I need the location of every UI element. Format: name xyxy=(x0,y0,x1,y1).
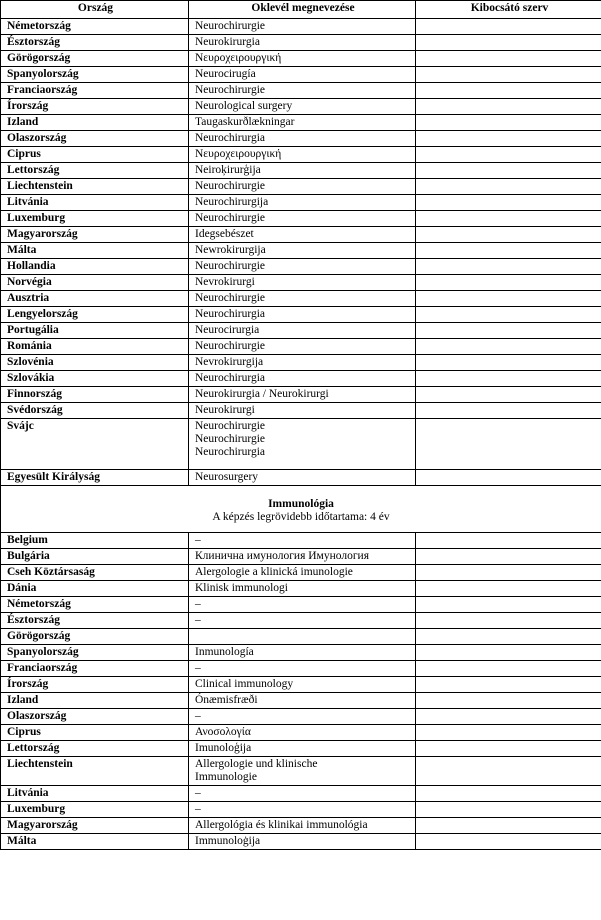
issuing-body-cell xyxy=(416,549,601,565)
country-cell: Lettország xyxy=(1,163,189,179)
qualification-cell: Newrokirurgija xyxy=(189,243,416,259)
issuing-body-cell xyxy=(416,83,601,99)
table-row xyxy=(1,645,601,661)
country-cell: Ciprus xyxy=(1,147,189,163)
table-row xyxy=(1,597,601,613)
country-cell: Szlovénia xyxy=(1,355,189,371)
country-cell: Litvánia xyxy=(1,195,189,211)
table-row xyxy=(1,613,601,629)
issuing-body-cell xyxy=(416,323,601,339)
country-cell: Olaszország xyxy=(1,709,189,725)
table-row xyxy=(1,834,601,850)
table-row xyxy=(1,709,601,725)
issuing-body-cell xyxy=(416,581,601,597)
country-cell: Románia xyxy=(1,339,189,355)
section-heading-cell xyxy=(1,486,601,533)
issuing-body-cell xyxy=(416,533,601,549)
country-cell: Norvégia xyxy=(1,275,189,291)
qualification-cell: Allergológia és klinikai immunológia xyxy=(189,818,416,834)
table-row xyxy=(1,661,601,677)
qualification-cell: Neurological surgery xyxy=(189,99,416,115)
issuing-body-cell xyxy=(416,163,601,179)
qualification-cell: Neurokirurgia / Neurokirurgi xyxy=(189,387,416,403)
table-row xyxy=(1,419,601,470)
issuing-body-cell xyxy=(416,243,601,259)
country-cell: Ciprus xyxy=(1,725,189,741)
issuing-body-cell xyxy=(416,195,601,211)
header-qualification: Oklevél megnevezése xyxy=(189,1,416,19)
issuing-body-cell xyxy=(416,629,601,645)
country-cell: Írország xyxy=(1,677,189,693)
country-cell: Magyarország xyxy=(1,818,189,834)
table-row xyxy=(1,403,601,419)
issuing-body-cell xyxy=(416,355,601,371)
qualification-cell: Alergologie a klinická imunologie xyxy=(189,565,416,581)
table-row xyxy=(1,533,601,549)
qualification-cell: – xyxy=(189,802,416,818)
issuing-body-cell xyxy=(416,387,601,403)
section-row xyxy=(1,486,601,533)
qualification-cell: Клинична имунология Имунология xyxy=(189,549,416,565)
table-row xyxy=(1,323,601,339)
issuing-body-cell xyxy=(416,709,601,725)
table-row xyxy=(1,786,601,802)
country-cell: Németország xyxy=(1,19,189,35)
section-title: Immunológia xyxy=(268,498,334,510)
issuing-body-cell xyxy=(416,725,601,741)
table-row xyxy=(1,163,601,179)
qualification-cell: – xyxy=(189,786,416,802)
issuing-body-cell xyxy=(416,275,601,291)
issuing-body-cell xyxy=(416,565,601,581)
country-cell: Belgium xyxy=(1,533,189,549)
country-cell: Németország xyxy=(1,597,189,613)
immunology-rows-continued xyxy=(1,786,601,850)
qualification-cell: Neurosurgery xyxy=(189,470,416,486)
qualification-cell: – xyxy=(189,597,416,613)
country-cell: Észtország xyxy=(1,35,189,51)
issuing-body-cell xyxy=(416,291,601,307)
header-row xyxy=(1,1,601,19)
country-cell: Magyarország xyxy=(1,227,189,243)
country-cell: Cseh Köztársaság xyxy=(1,565,189,581)
country-cell: Málta xyxy=(1,243,189,259)
country-cell: Franciaország xyxy=(1,83,189,99)
table-row xyxy=(1,565,601,581)
qualification-cell: Neurochirurgija xyxy=(189,195,416,211)
qualification-cell: Neurochirurgia xyxy=(189,307,416,323)
country-cell: Dánia xyxy=(1,581,189,597)
qualification-cell: Neurocirugía xyxy=(189,67,416,83)
country-cell: Észtország xyxy=(1,613,189,629)
country-cell: Görögország xyxy=(1,629,189,645)
qualification-cell: Neurochirurgie xyxy=(189,83,416,99)
country-cell: Ausztria xyxy=(1,291,189,307)
issuing-body-cell xyxy=(416,147,601,163)
issuing-body-cell xyxy=(416,211,601,227)
issuing-body-cell xyxy=(416,99,601,115)
table-row xyxy=(1,211,601,227)
qualification-cell: Nevrokirurgija xyxy=(189,355,416,371)
issuing-body-cell xyxy=(416,51,601,67)
qualification-cell: – xyxy=(189,613,416,629)
qualification-cell: Νευροχειρουργική xyxy=(189,51,416,67)
country-cell: Egyesült Királyság xyxy=(1,470,189,486)
issuing-body-cell xyxy=(416,802,601,818)
qualification-cell: Klinisk immunologi xyxy=(189,581,416,597)
table-row xyxy=(1,693,601,709)
table-row xyxy=(1,179,601,195)
header-issuing-body: Kibocsátó szerv xyxy=(416,1,601,19)
country-cell: Hollandia xyxy=(1,259,189,275)
table-row xyxy=(1,291,601,307)
country-cell: Luxemburg xyxy=(1,211,189,227)
table-row xyxy=(1,757,601,786)
table-row xyxy=(1,227,601,243)
table-row xyxy=(1,581,601,597)
qualification-cell: Neurocirurgia xyxy=(189,323,416,339)
qualification-cell: Neurochirurgia xyxy=(189,131,416,147)
qualification-cell: Clinical immunology xyxy=(189,677,416,693)
qualification-cell: Neurochirurgie xyxy=(189,291,416,307)
country-cell: Izland xyxy=(1,693,189,709)
issuing-body-cell xyxy=(416,259,601,275)
qualification-cell: – xyxy=(189,709,416,725)
issuing-body-cell xyxy=(416,786,601,802)
issuing-body-cell xyxy=(416,741,601,757)
table-row xyxy=(1,371,601,387)
issuing-body-cell xyxy=(416,613,601,629)
country-cell: Finnország xyxy=(1,387,189,403)
table-row xyxy=(1,549,601,565)
table-row xyxy=(1,67,601,83)
issuing-body-cell xyxy=(416,339,601,355)
issuing-body-cell xyxy=(416,179,601,195)
table-row xyxy=(1,629,601,645)
issuing-body-cell xyxy=(416,645,601,661)
country-cell: Liechtenstein xyxy=(1,757,189,786)
qualification-cell xyxy=(189,629,416,645)
qualification-line: Neurochirurgie xyxy=(195,420,266,432)
country-cell: Portugália xyxy=(1,323,189,339)
qualification-line: Allergologie und klinische xyxy=(195,758,318,770)
country-cell: Görögország xyxy=(1,51,189,67)
country-cell: Lengyelország xyxy=(1,307,189,323)
issuing-body-cell xyxy=(416,677,601,693)
table-row xyxy=(1,741,601,757)
table-row xyxy=(1,818,601,834)
section-subtitle: A képzés legrövidebb időtartama: 4 év xyxy=(212,511,390,523)
country-cell: Szlovákia xyxy=(1,371,189,387)
country-cell: Spanyolország xyxy=(1,67,189,83)
table-row xyxy=(1,802,601,818)
issuing-body-cell xyxy=(416,757,601,786)
country-cell: Svájc xyxy=(1,419,189,470)
qualification-line: Immunologie xyxy=(195,771,257,783)
issuing-body-cell xyxy=(416,834,601,850)
qualification-cell xyxy=(189,419,416,470)
immunology-rows xyxy=(1,533,601,757)
issuing-body-cell xyxy=(416,115,601,131)
issuing-body-cell xyxy=(416,470,601,486)
country-cell: Írország xyxy=(1,99,189,115)
qualification-cell: Immunoloġija xyxy=(189,834,416,850)
table-row xyxy=(1,725,601,741)
qualification-cell: Neurochirurgie xyxy=(189,259,416,275)
issuing-body-cell xyxy=(416,818,601,834)
table-row xyxy=(1,259,601,275)
country-cell: Málta xyxy=(1,834,189,850)
table-row xyxy=(1,147,601,163)
country-cell: Lettország xyxy=(1,741,189,757)
qualification-cell: Neurokirurgia xyxy=(189,35,416,51)
qualification-cell: Ανοσολογία xyxy=(189,725,416,741)
qualification-cell: Taugaskurðlækningar xyxy=(189,115,416,131)
qualification-cell xyxy=(189,757,416,786)
table-row xyxy=(1,19,601,35)
qualification-cell: Neurokirurgi xyxy=(189,403,416,419)
table-row xyxy=(1,275,601,291)
issuing-body-cell xyxy=(416,661,601,677)
table-row xyxy=(1,115,601,131)
issuing-body-cell xyxy=(416,693,601,709)
table-row xyxy=(1,387,601,403)
qualification-cell: Idegsebészet xyxy=(189,227,416,243)
issuing-body-cell xyxy=(416,227,601,243)
table-row xyxy=(1,307,601,323)
table-row xyxy=(1,99,601,115)
issuing-body-cell xyxy=(416,371,601,387)
issuing-body-cell xyxy=(416,307,601,323)
qualification-cell: Ónæmisfræði xyxy=(189,693,416,709)
country-cell: Litvánia xyxy=(1,786,189,802)
qualification-cell: Imunoloģija xyxy=(189,741,416,757)
table-row xyxy=(1,195,601,211)
country-cell: Svédország xyxy=(1,403,189,419)
qualification-line: Neurochirurgie xyxy=(195,433,266,445)
issuing-body-cell xyxy=(416,67,601,83)
issuing-body-cell xyxy=(416,597,601,613)
qualification-cell: Neurochirurgie xyxy=(189,339,416,355)
table-row xyxy=(1,131,601,147)
issuing-body-cell xyxy=(416,19,601,35)
qualification-cell: Νευροχειρουργική xyxy=(189,147,416,163)
country-cell: Izland xyxy=(1,115,189,131)
country-cell: Luxemburg xyxy=(1,802,189,818)
table-row xyxy=(1,35,601,51)
country-cell: Bulgária xyxy=(1,549,189,565)
qualification-cell: – xyxy=(189,533,416,549)
table-row xyxy=(1,243,601,259)
country-cell: Franciaország xyxy=(1,661,189,677)
table-row xyxy=(1,677,601,693)
country-cell: Spanyolország xyxy=(1,645,189,661)
issuing-body-cell xyxy=(416,131,601,147)
table-row xyxy=(1,470,601,486)
qualification-cell: Neurochirurgie xyxy=(189,19,416,35)
qualification-cell: – xyxy=(189,661,416,677)
country-cell: Olaszország xyxy=(1,131,189,147)
issuing-body-cell xyxy=(416,419,601,470)
qualification-cell: Neurochirurgia xyxy=(189,371,416,387)
table-row xyxy=(1,339,601,355)
table-row xyxy=(1,83,601,99)
qualification-cell: Neurochirurgie xyxy=(189,211,416,227)
table-row xyxy=(1,355,601,371)
issuing-body-cell xyxy=(416,35,601,51)
neurosurgery-rows xyxy=(1,19,601,419)
table-row xyxy=(1,51,601,67)
header-country: Ország xyxy=(1,1,189,19)
issuing-body-cell xyxy=(416,403,601,419)
qualification-cell: Inmunología xyxy=(189,645,416,661)
qualification-cell: Neiroķirurģija xyxy=(189,163,416,179)
country-cell: Liechtenstein xyxy=(1,179,189,195)
qualification-cell: Neurochirurgie xyxy=(189,179,416,195)
qualification-line: Neurochirurgia xyxy=(195,446,266,458)
qualification-cell: Nevrokirurgi xyxy=(189,275,416,291)
